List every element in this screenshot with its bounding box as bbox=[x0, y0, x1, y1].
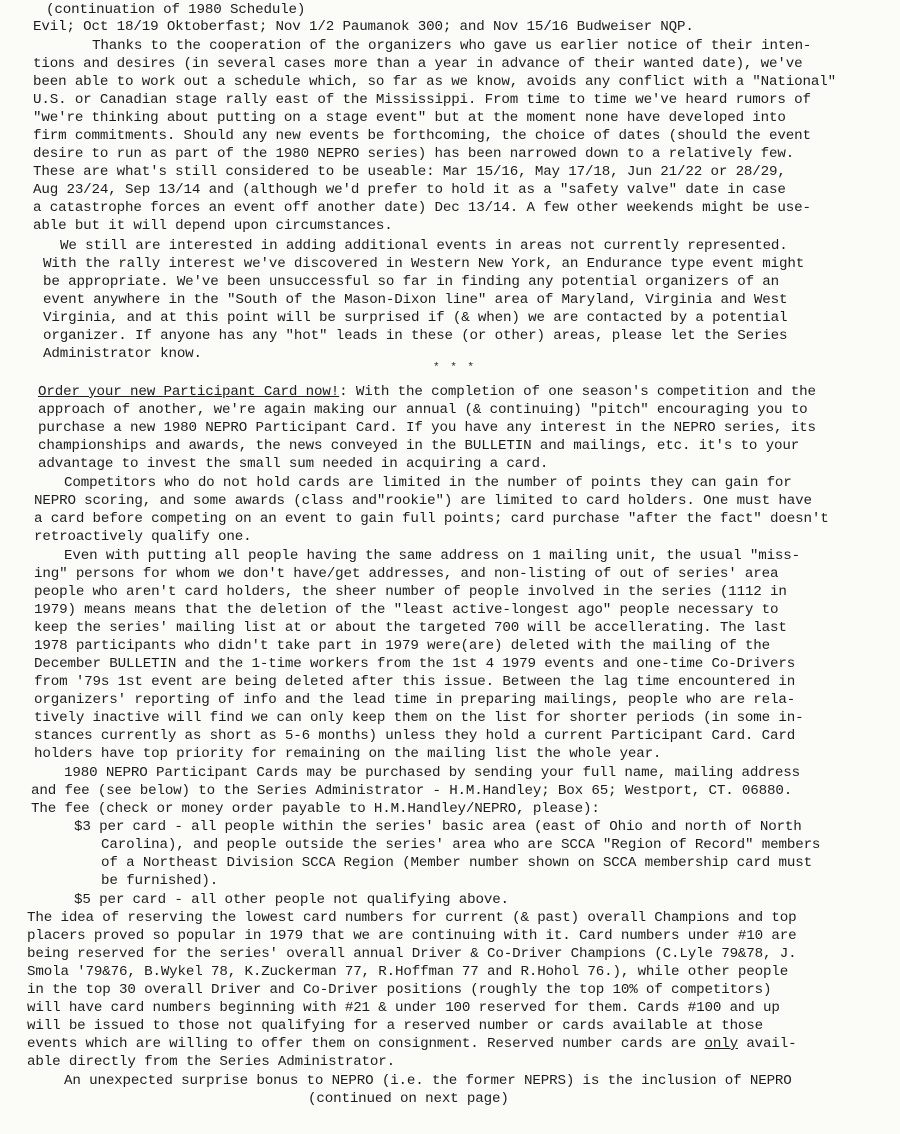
continued-note: (continued on next page) bbox=[308, 1091, 509, 1107]
doc-line: Carolina), and people outside the series' area who are SCCA "Region of Record" members bbox=[101, 837, 821, 853]
doc-line: a catastrophe forces an event off another date) Dec 13/14. A few other weekends might be use- bbox=[33, 200, 811, 216]
doc-line: "we're thinking about putting on a stage event" but at the moment none have developed into bbox=[33, 110, 786, 126]
doc-line: Virginia, and at this point will be surprised if (& when) we are contacted by a potential bbox=[43, 310, 788, 326]
doc-line-text: : With the completion of one season's competition and the bbox=[339, 384, 816, 400]
doc-line: holders have top priority for remaining on the mailing list the whole year. bbox=[34, 746, 662, 762]
doc-line: firm commitments. Should any new events be forthcoming, the choice of dates (should the event bbox=[33, 128, 811, 144]
doc-line: An unexpected surprise bonus to NEPRO (i.e. the former NEPRS) is the inclusion of NEPRO bbox=[64, 1073, 792, 1089]
doc-line: Even with putting all people having the same address on 1 mailing unit, the usual "miss- bbox=[64, 548, 801, 564]
doc-line: people who aren't card holders, the sheer number of people involved in the series (1112 in bbox=[34, 584, 787, 600]
doc-line: 1978 participants who didn't take part in 1979 were(are) deleted with the mailing of the bbox=[34, 638, 771, 654]
doc-line: stances currently as short as 5-6 months) unless they hold a current Participant Card. Card bbox=[34, 728, 796, 744]
doc-line: $3 per card - all people within the series' basic area (east of Ohio and north of North bbox=[74, 819, 802, 835]
section-heading: Order your new Participant Card now! bbox=[38, 384, 340, 400]
doc-line: Thanks to the cooperation of the organizers who gave us earlier notice of their inten- bbox=[92, 38, 812, 54]
doc-line: approach of another, we're again making our annual (& continuing) "pitch" encouraging you to bbox=[38, 402, 808, 418]
section-separator: * * * bbox=[433, 362, 477, 374]
doc-line: Administrator know. bbox=[43, 346, 202, 362]
doc-line: able directly from the Series Administrator. bbox=[27, 1054, 396, 1070]
doc-line: be furnished). bbox=[101, 873, 219, 889]
doc-line: Smola '79&76, B.Wykel 78, K.Zuckerman 77, R.Hoffman 77 and R.Hohol 76.), while other people bbox=[27, 964, 789, 980]
doc-line: 1979) means means that the deletion of the "least active-longest ago" people necessary to bbox=[34, 602, 779, 618]
doc-line: December BULLETIN and the 1-time workers from the 1st 4 1979 events and one-time Co-Drivers bbox=[34, 656, 796, 672]
doc-line bbox=[38, 384, 816, 401]
doc-line: These are what's still considered to be useable: Mar 15/16, May 17/18, Jun 21/22 or 28/29, bbox=[33, 164, 786, 180]
doc-line: retroactively qualify one. bbox=[34, 529, 252, 545]
doc-line: ing" persons for whom we don't have/get addresses, and non-listing of out of series' area bbox=[34, 566, 779, 582]
doc-line: placers proved so popular in 1979 that we are continuing with it. Card numbers under #10 are bbox=[27, 928, 797, 944]
doc-line bbox=[27, 1036, 797, 1053]
doc-line: and fee (see below) to the Series Administrator - H.M.Handley; Box 65; Westport, CT. 06880. bbox=[31, 783, 793, 799]
doc-line: Competitors who do not hold cards are limited in the number of points they can gain for bbox=[64, 475, 792, 491]
doc-line: U.S. or Canadian stage rally east of the Mississippi. From time to time we've heard rumors of bbox=[33, 92, 811, 108]
doc-line: NEPRO scoring, and some awards (class and"rookie") are limited to card holders. One must have bbox=[34, 493, 812, 509]
doc-line: 1980 NEPRO Participant Cards may be purchased by sending your full name, mailing address bbox=[64, 765, 801, 781]
doc-line: Aug 23/24, Sep 13/14 and (although we'd prefer to hold it as a "safety valve" date in case bbox=[33, 182, 786, 198]
doc-line: (continuation of 1980 Schedule) bbox=[46, 2, 306, 18]
doc-line: advantage to invest the small sum needed in acquiring a card. bbox=[38, 456, 549, 472]
doc-line: organizer. If anyone has any "hot" leads in these (or other) areas, please let the Series bbox=[43, 328, 788, 344]
doc-line: $5 per card - all other people not qualifying above. bbox=[74, 892, 509, 908]
doc-line: tively inactive will find we can only keep them on the list for shorter periods (in some in- bbox=[34, 710, 804, 726]
doc-line: will be issued to those not qualifying for a reserved number or cards available at those bbox=[27, 1018, 764, 1034]
doc-line: keep the series' mailing list at or about the targeted 700 will be accellerating. The last bbox=[34, 620, 787, 636]
doc-line: of a Northeast Division SCCA Region (Member number shown on SCCA membership card must bbox=[101, 855, 812, 871]
doc-line: With the rally interest we've discovered in Western New York, an Endurance type event might bbox=[43, 256, 805, 272]
doc-line: purchase a new 1980 NEPRO Participant Card. If you have any interest in the NEPRO series, its bbox=[38, 420, 816, 436]
doc-line: being reserved for the series' overall annual Driver & Co-Driver Champions (C.Lyle 79&78, J. bbox=[27, 946, 797, 962]
doc-line: be appropriate. We've been unsuccessful so far in finding any potential organizers of an bbox=[43, 274, 780, 290]
doc-line: The fee (check or money order payable to H.M.Handley/NEPRO, please): bbox=[31, 801, 600, 817]
doc-line: in the top 30 overall Driver and Co-Driver positions (roughly the top 10% of competitors) bbox=[27, 982, 772, 998]
doc-line: tions and desires (in several cases more than a year in advance of their wanted date), we've bbox=[33, 56, 803, 72]
doc-line: championships and awards, the news conveyed in the BULLETIN and mailings, etc. it's to your bbox=[38, 438, 800, 454]
doc-line: organizers' reporting of info and the lead time in preparing mailings, people who are rela- bbox=[34, 692, 796, 708]
doc-line: able but it will depend upon circumstances. bbox=[33, 218, 393, 234]
doc-line: desire to run as part of the 1980 NEPRO series) has been narrowed down to a relatively few. bbox=[33, 146, 795, 162]
doc-line: a card before competing on an event to gain full points; card purchase "after the fact" doesn't bbox=[34, 511, 829, 527]
doc-line: Evil; Oct 18/19 Oktoberfast; Nov 1/2 Paumanok 300; and Nov 15/16 Budweiser NQP. bbox=[33, 19, 694, 35]
doc-line: been able to work out a schedule which, so far as we know, avoids any conflict with a "National" bbox=[33, 74, 836, 90]
emphasis-only: only bbox=[704, 1036, 738, 1052]
doc-line: event anywhere in the "South of the Mason-Dixon line" area of Maryland, Virginia and West bbox=[43, 292, 788, 308]
doc-line-text: events which are willing to offer them on consignment. Reserved number cards are bbox=[27, 1036, 705, 1052]
doc-line: from '79s 1st event are being deleted after this issue. Between the lag time encountered in bbox=[34, 674, 796, 690]
doc-line: We still are interested in adding additional events in areas not currently represented. bbox=[60, 238, 788, 254]
doc-line: will have card numbers beginning with #21 & under 100 reserved for them. Cards #100 and up bbox=[27, 1000, 780, 1016]
doc-line: The idea of reserving the lowest card numbers for current (& past) overall Champions and top bbox=[27, 910, 797, 926]
doc-line-text: avail- bbox=[737, 1036, 797, 1052]
